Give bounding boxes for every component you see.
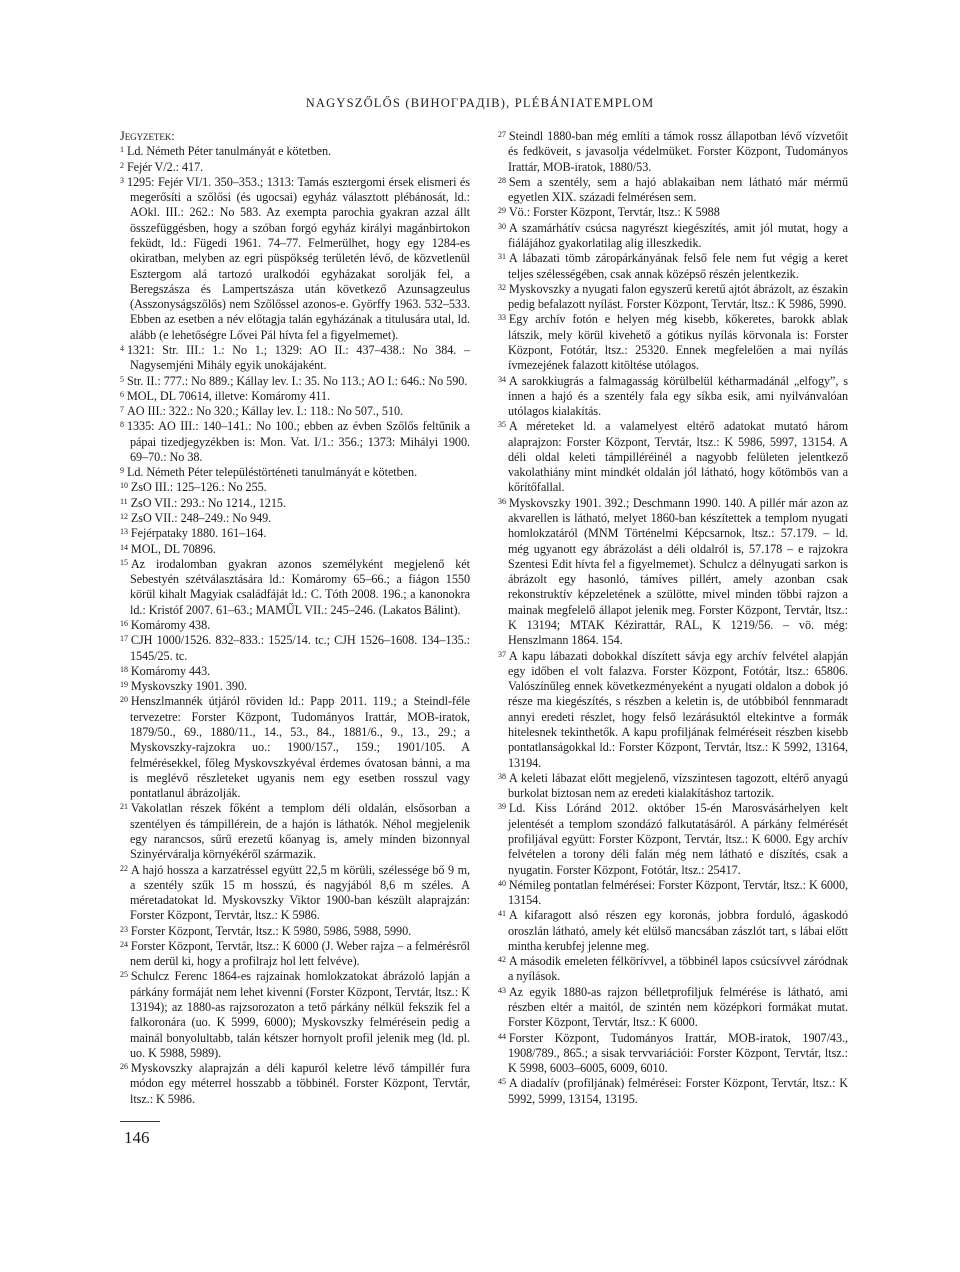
footnote: [120, 511, 470, 526]
footnote-text: Sem a szentély, sem a hajó ablakaiban nem látható már mérmű egyetlen XIX. századi felmérésen sem.: [508, 174, 848, 205]
footnote: [120, 939, 470, 970]
footnote: [120, 863, 470, 924]
footnote: [120, 924, 470, 939]
footnote: [498, 129, 848, 175]
footnote: [498, 1031, 848, 1077]
footnote-number: 33: [498, 313, 506, 323]
footnote-text: Ld. Németh Péter településtörténeti tanulmányát e kötetben.: [126, 465, 418, 480]
footnote: [120, 664, 470, 679]
footnote: [120, 160, 470, 175]
footnote-number: 38: [498, 771, 506, 781]
footnote-number: 9: [120, 466, 124, 476]
footnote: [498, 649, 848, 771]
footnote-number: 32: [498, 282, 506, 292]
footnote: [120, 175, 470, 343]
footnote-text: ZsO III.: 125–126.: No 255.: [130, 480, 267, 495]
footnote-text: AO III.: 322.: No 320.; Kállay lev. I.: 118.: No 507., 510.: [126, 404, 404, 419]
footnote: [120, 618, 470, 633]
footnote-text: Az irodalomban gyakran azonos személyként megjelenő két Sebestyén szétválasztására ld.: Komáromy 65–66.; a fiágon 1550 körül kihalt Magyiak családfáját ld.: C. Tóth 2008. 196.; a kanonokra ld.: Kristóf 2007. 61–63.; MAMŰL VII.: 245–246. (Lakatos Bálint).: [130, 556, 470, 617]
footnote: [120, 679, 470, 694]
footnote: [120, 557, 470, 618]
footnote-number: 7: [120, 405, 124, 415]
page-number: 146: [124, 1128, 150, 1147]
footnote-text: 1295: Fejér VI/1. 350–353.; 1313: Tamás esztergomi érsek elismeri és megerősíti a szőlősi (és ugocsai) egyház választott plébánosát, ld.: AOkl. III.: 262.: No 583. Az exempta parochia gyakran azzal állt összefüggésben, hogy a szóban forgó egyház királyi magánbirtokon feküdt, ld.: Fügedi 1961. 74–77. Felmerülhet, hogy egy 1284-es okiratban, melyben az egri püspökség területén lévő, de közvetlenül Esztergom alá tartozó uralkodói egyházakat sorolják fel, a Beregszásza és Lampertszásza után következő Azunsagzeulus (Asszonyságszőlős) nem Szőlőssel azonos-e. Györffy 1963. 532–533. Ebben az esetben a név előtagja talán egyházának a titulusára utal, ld. alább (e lehetőségre Lővei Pál hívta fel a figyelmemet).: [126, 174, 470, 342]
footnote: [498, 801, 848, 877]
footnote-number: 8: [120, 420, 124, 430]
footnote: [120, 496, 470, 511]
footnote-number: 25: [120, 970, 128, 980]
footnote: [120, 419, 470, 465]
footnote: [120, 465, 470, 480]
footnote-number: 29: [498, 206, 506, 216]
footnote-text: Forster Központ, Tervtár, ltsz.: K 6000 (J. Weber rajza – a felmérésről nem derül ki, hogy a profilrajz hol lett felvéve).: [130, 938, 470, 969]
footnote-text: A méreteket ld. a valamelyest eltérő adatokat mutató három alaprajzon: Forster Központ, Tervtár, ltsz.: K 5986, 5997, 13154. A déli oldal keleti támpilléréinél a nagyobb felületen jelentkező vakolathiány mint mindkét oldalán jól látható, hogy kőtömbös van a kőrítőfallal.: [508, 419, 848, 495]
footnote-number: 44: [498, 1031, 506, 1041]
footnote-text: Henszlmannék útjáról röviden ld.: Papp 2011. 119.; a Steindl-féle tervezetre: Forster Központ, Tudományos Irattár, MOB-iratok, 1879/50., 69., 1880/11., 14., 53., 84., 1881/6., 9., 13., 29.; a Myskovszky-rajzokra uo.: 1900/157., 159.; 1901/105. A felmérésekkel, főleg Myskovszkyéval érdemes óvatosan bánni, a ma is meglévő részleteket ugyanis nem egy esetben rosszul vagy pontatlanul ábrázolják.: [130, 694, 470, 801]
footnote-number: 20: [120, 695, 128, 705]
footnote-number: 16: [120, 619, 128, 628]
footnote-text: Str. II.: 777.: No 889.; Kállay lev. I.: 35. No 113.; AO I.: 646.: No 590.: [126, 373, 468, 388]
footnote: [120, 633, 470, 664]
left-notes-list: [120, 144, 470, 1107]
notes-column-right: [498, 129, 848, 1107]
running-head: NAGYSZŐLŐS (ВИНОГРАДІВ), PLÉBÁNIATEMPLOM: [305, 96, 655, 110]
footnote: [120, 969, 470, 1061]
footnote-number: 19: [120, 680, 128, 690]
footnote-text: CJH 1000/1526. 832–833.: 1525/14. tc.; CJH 1526–1608. 134–135.: 1545/25. tc.: [130, 633, 470, 663]
footnote: [498, 205, 848, 220]
footnote-number: 14: [120, 542, 128, 552]
footnote-number: 39: [498, 802, 506, 812]
footnote: [498, 419, 848, 495]
footnote-number: 26: [120, 1062, 128, 1072]
footnote-text: Ld. Németh Péter tanulmányát e kötetben.: [126, 144, 332, 159]
footnote-number: 17: [120, 634, 128, 644]
footnote-text: Fejérpataky 1880. 161–164.: [130, 526, 267, 541]
footnote: [498, 908, 848, 954]
footnote-number: 40: [498, 878, 506, 888]
footnote-number: 24: [120, 939, 128, 949]
footnote: [120, 694, 470, 801]
footnote: [120, 404, 470, 419]
footnote-number: 35: [498, 420, 506, 430]
right-notes-list: [498, 129, 848, 1107]
footnote-text: A második emeleten félkörívvel, a többinél lapos csúcsívvel záródnak a nyílások.: [508, 954, 848, 984]
footnote: [120, 144, 470, 159]
footnote-text: 1321: Str. III.: 1.: No 1.; 1329: AO II.: 437–438.: No 384. – Nagysemjéni Mihály egyik unokájaként.: [126, 342, 470, 373]
footnote-number: 11: [120, 496, 128, 506]
footnote-text: Schulcz Ferenc 1864-es rajzainak homlokzatokat ábrázoló lapján a párkány formáját nem lehet kivenni (Forster Központ, Tervtár, ltsz.: K 13194); az 1880-as rajzsorozaton a tető párkány nélkül fekszik fel a falkoronára (uo. K 5999, 6000); Myskovszky felmérésein pedig a mainál bonyolultabb, talán kétszer hornyolt profil jelenik meg (ld. pl. uo. K 5988, 5989).: [130, 969, 470, 1060]
notes-column-left: [120, 129, 470, 1107]
footnote-number: 4: [120, 343, 124, 353]
footnote-text: Ld. Kiss Lóránd 2012. október 15-én Marosvásárhelyen kelt jelentését a templom szondázó falkutatásáról. A párkány felmérését profiljával együtt: Forster Központ, Tervtár, ltsz.: K 6000. Egy archív felvételen a torony déli falán még nem látható e díszítés, csak a nyugatin. Forster Központ, Fotótár, ltsz.: 25417.: [508, 801, 848, 877]
footnote-number: 45: [498, 1077, 506, 1087]
footnote-number: 6: [120, 389, 124, 399]
footnote-number: 41: [498, 909, 506, 919]
footnote-text: 1335: AO III.: 140–141.: No 100.; ebben az évben Szőlős feltűnik a pápai tizedjegyzékben is: Mon. Vat. I/1.: 356.; 1373: Mihályi 1900. 69–70.: No 38.: [126, 419, 470, 464]
footnote: [120, 1061, 470, 1107]
footnote-text: Steindl 1880-ban még említi a támok rossz állapotban lévő vízvetőit és fedköveit, s javasolja védelmüket. Forster Központ, Tudományos Irattár, MOB-iratok, 1880/53.: [508, 129, 848, 174]
footnote: [498, 282, 848, 313]
footnote-number: 5: [120, 374, 124, 384]
footnote: [120, 526, 470, 541]
footnote: [498, 496, 848, 649]
footnote-number: 37: [498, 649, 506, 659]
footnote-number: 27: [498, 130, 506, 139]
footnote: [120, 389, 470, 404]
footnote: [120, 801, 470, 862]
footnote-text: Forster Központ, Tervtár, ltsz.: K 5980, 5986, 5988, 5990.: [130, 923, 412, 938]
footnote-text: Myskovszky 1901. 392.; Deschmann 1990. 140. A pillér már azon az akvarellen is látható, melyet 1860-ban készítettek a templom nyugati homlokzatáról (MNM Történelmi Képcsarnok, ltsz.: 57.179. – ld. még ugyanott egy ábrázolást a déli oldalról is, 57.178 – e rajzokra Szentesi Edit hívta fel a figyelmemet). Schulcz a délnyugati sarkon is ábrázolt egy hasonló, támíves pillért, amely azonban csak rekonstruktív képzeletének a szülötte, mivel minden többi rajzon a mainak megfelelő állapot jelenik meg. Forster Központ, Tervtár, ltsz.: K 13194; MTAK Kézirattár, RAL, K 1219/56. – vö. még: Henszlmann 1864. 154.: [508, 495, 848, 648]
footnote-number: 28: [498, 175, 506, 185]
footnote-number: 23: [120, 924, 128, 934]
footnote-text: A sarokkiugrás a falmagasság körülbelül kétharmadánál „elfogy”, s innen a hajó és a szentély fala egy síkba esik, ami nyilvánvalóan utólagos kialakítás.: [508, 373, 848, 419]
footnote-number: 12: [120, 512, 128, 522]
footnote-number: 22: [120, 863, 128, 873]
footnote: [120, 480, 470, 495]
footnote-number: 1: [120, 145, 124, 155]
footnote-text: A keleti lábazat előtt megjelenő, vízszintesen tagozott, eltérő anyagú burkolat biztosan nem az eredeti kialakításhoz tartozik.: [508, 770, 848, 801]
footnote: [120, 374, 470, 389]
footnote-text: A hajó hossza a karzatréssel együtt 22,5 m körüli, szélessége bő 9 m, a szentély szűk 15 m hosszú, és nagyjából 8,6 m széles. A méretadatokat ld. Myskovszky Viktor 1900-ban készült alaprajzán: Forster Központ, Tervtár, ltsz.: K 5986.: [130, 862, 470, 923]
footnote-text: Vakolatlan részek főként a templom déli oldalán, elsősorban a szentélyen és támpillérein, de a hajón is láthatók. Néhol megjelenik egy narancsos, sűrű erezetű kőanyag is, amely minden bizonnyal Szinyérváralja környékéről származik.: [130, 801, 470, 862]
footnote-text: Komáromy 443.: [130, 663, 211, 678]
footnote-text: ZsO VII.: 293.: No 1214., 1215.: [130, 495, 286, 510]
footnote-text: A diadalív (profiljának) felmérései: Forster Központ, Tervtár, ltsz.: K 5992, 5999, 13154, 13195.: [508, 1076, 848, 1106]
footnote-text: Forster Központ, Tudományos Irattár, MOB-iratok, 1907/43., 1908/789., 865.; a sisak tervvariációi: Forster Központ, Tervtár, ltsz.: K 5998, 6003–6005, 6009, 6010.: [508, 1030, 848, 1076]
footnote-text: ZsO VII.: 248–249.: No 949.: [130, 511, 272, 526]
footnote-text: A lábazati tömb záropárkányának felső fele nem fut végig a keret teljes szélességében, csak annak középső részén jelentkezik.: [508, 251, 848, 281]
footnote: [120, 542, 470, 557]
notes-heading: Jegyzetek:: [120, 129, 175, 143]
footnote-text: Myskovszky a nyugati falon egyszerű keretű ajtót ábrázolt, az északin pedig befalazott nyílást. Forster Központ, Tervtár, ltsz.: K 5986, 5990.: [508, 281, 848, 312]
footnote: [498, 175, 848, 206]
footnote-number: 10: [120, 481, 128, 491]
footnote-text: Myskovszky 1901. 390.: [130, 679, 247, 694]
footnote: [120, 343, 470, 374]
footnote-number: 18: [120, 664, 128, 674]
footnote: [498, 878, 848, 909]
footnote: [498, 312, 848, 373]
footnote-number: 36: [498, 496, 506, 506]
footnote-number: 13: [120, 527, 128, 537]
footnote-text: MOL, DL 70614, illetve: Komáromy 411.: [126, 388, 331, 403]
footnote-number: 15: [120, 557, 128, 567]
footnote-text: MOL, DL 70896.: [130, 541, 216, 556]
footnote-text: A szamárhátív csúcsa nagyrészt kiegészítés, amit jól mutat, hogy a fiálájához gyakorlatilag alig illeszkedik.: [508, 220, 848, 250]
footnote-number: 21: [120, 802, 128, 812]
footnote-number: 42: [498, 955, 506, 965]
footnote-text: A kifaragott alsó részen egy koronás, jobbra forduló, ágaskodó oroszlán látható, amely két elülső mancsában zászlót tart, s lábai előtt mintha kerubfej jelenne meg.: [508, 908, 848, 953]
footnote-text: Vö.: Forster Központ, Tervtár, ltsz.: K 5988: [508, 205, 720, 220]
footnote: [498, 1076, 848, 1107]
footnote: [498, 771, 848, 802]
footnote: [498, 251, 848, 282]
footnote-text: Komáromy 438.: [130, 618, 211, 632]
footnote-text: Myskovszky alaprajzán a déli kapuról keletre lévő támpillér fura módon egy méterrel hosszabb a többinél. Forster Központ, Tervtár, ltsz.: K 5986.: [130, 1061, 470, 1106]
footnote-text: Egy archív fotón e helyen még kisebb, kőkeretes, barokk ablak látszik, mely körül kivehető a gótikus nyílás körvonala is: Forster Központ, Fotótár, ltsz.: 25320. Ennek megfelelően a mai nyílás ívmezejének falazott kitöltése utólagos.: [508, 312, 848, 373]
footnote-number: 3: [120, 175, 124, 185]
footnote-number: 30: [498, 221, 506, 231]
footnote-number: 31: [498, 252, 506, 262]
footnote: [498, 954, 848, 985]
footnote-text: Fejér V/2.: 417.: [126, 159, 204, 174]
footnote: [498, 374, 848, 420]
footnote: [498, 221, 848, 252]
footnote-text: A kapu lábazati dobokkal díszített sávja egy archív felvétel alapján egy időben el volt falazva. Forster Központ, Fotótár, ltsz.: 65806. Valószínűleg ennek következményeként a nyugati oldalon a dobok jó része ma kiegészítés, s részben a keletin is, de utóbbiból fennmaradt annyi eredeti részlet, hogy felső lezárásuktól eltekintve a formák hitelesnek tekinthetők. A kapu profiljának felméréseit részben kisebb pontatlanságokkal ld.: Forster Központ, Tervtár, ltsz.: K 5992, 13164, 13194.: [508, 648, 848, 770]
footnote-number: 2: [120, 160, 124, 170]
footnote-number: 34: [498, 374, 506, 384]
footnote: [498, 985, 848, 1031]
page-number-rule: [120, 1121, 160, 1122]
footnote-number: 43: [498, 985, 506, 995]
footnote-text: Az egyik 1880-as rajzon bélletprofiljuk felmérése is látható, ami részben eltér a maitól, de szintén nem középkori formákat mutat. Forster Központ, Tervtár, ltsz.: K 6000.: [508, 984, 848, 1030]
footnote-text: Némileg pontatlan felmérései: Forster Központ, Tervtár, ltsz.: K 6000, 13154.: [508, 877, 848, 908]
